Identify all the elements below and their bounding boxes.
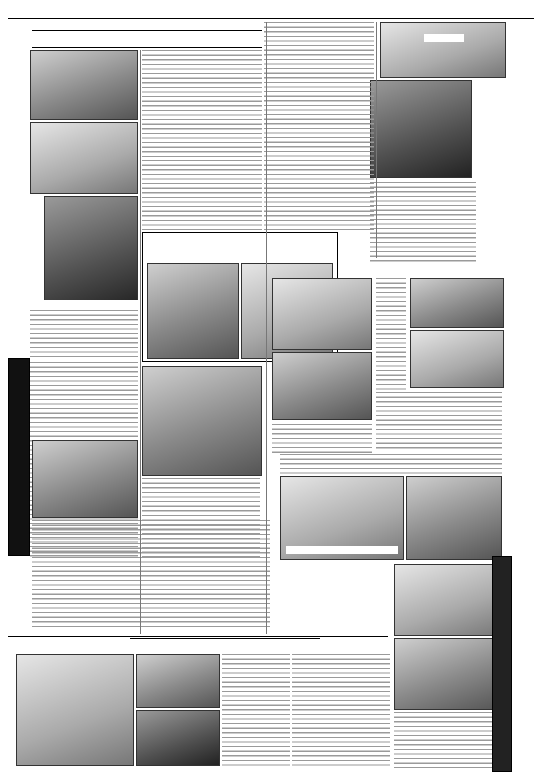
fraud-photo-suspect bbox=[44, 196, 138, 308]
story8-body-col2 bbox=[292, 654, 390, 766]
story9-subhead bbox=[492, 556, 512, 772]
story8-headline bbox=[130, 638, 320, 652]
story9-headline bbox=[512, 556, 534, 772]
story8-photo-seniors bbox=[16, 654, 134, 766]
story4-photo-aerial bbox=[272, 278, 372, 350]
story4-body-col3 bbox=[272, 424, 372, 454]
story9-body bbox=[394, 712, 502, 768]
story7-headline bbox=[262, 366, 278, 562]
story8-body bbox=[222, 654, 290, 766]
fraud-body-col3 bbox=[30, 310, 138, 360]
story8-photo-booth bbox=[136, 654, 220, 708]
story8-photo-gifts bbox=[136, 710, 220, 766]
fraud-photo-car bbox=[30, 50, 138, 120]
story3-photo-speaker bbox=[370, 80, 472, 178]
story5-photo-class1 bbox=[410, 278, 504, 328]
masthead-rule bbox=[8, 18, 534, 19]
story3-stage-backdrop bbox=[424, 34, 464, 42]
story6-headline bbox=[10, 365, 28, 553]
tourism-subhead bbox=[161, 251, 333, 261]
story4-photo-site bbox=[272, 352, 372, 420]
fraud-body-col1 bbox=[142, 50, 262, 158]
story4-body-col1 bbox=[376, 278, 406, 390]
column-rule bbox=[140, 50, 141, 634]
story3-subhead bbox=[481, 80, 501, 262]
fraud-body-col2 bbox=[142, 160, 262, 230]
fraud-photo-door bbox=[30, 122, 138, 194]
tourism-headline bbox=[149, 235, 335, 251]
story5-photo-class2 bbox=[410, 330, 504, 388]
story3-photo-stage bbox=[380, 22, 506, 78]
story6-photo-group bbox=[32, 440, 138, 518]
story4-headline bbox=[290, 262, 450, 276]
column-rule bbox=[376, 22, 377, 258]
tourism-photo-stage bbox=[147, 263, 239, 359]
story6-headline-box bbox=[8, 358, 30, 556]
story8-photo-visit bbox=[406, 476, 502, 560]
story3-body-col2 bbox=[370, 182, 476, 262]
story-fraud-kicker bbox=[28, 20, 258, 30]
story7-body bbox=[142, 478, 260, 560]
story3-headline bbox=[505, 22, 531, 260]
fraud-photo-caption bbox=[44, 300, 138, 308]
story4-body-col2 bbox=[376, 392, 502, 452]
section-rule bbox=[8, 636, 388, 637]
masthead bbox=[8, 6, 534, 18]
story7-photo-surgery bbox=[142, 366, 262, 476]
story8-banner-text bbox=[286, 546, 398, 554]
story9-photo-ceremony bbox=[394, 564, 502, 636]
column-rule bbox=[266, 22, 267, 634]
story5-headline bbox=[507, 290, 527, 472]
story-fraud-headline bbox=[32, 30, 262, 48]
story9-photo-hall bbox=[394, 638, 502, 710]
story3-body-col1 bbox=[264, 22, 374, 230]
story8-body-top bbox=[280, 454, 502, 474]
